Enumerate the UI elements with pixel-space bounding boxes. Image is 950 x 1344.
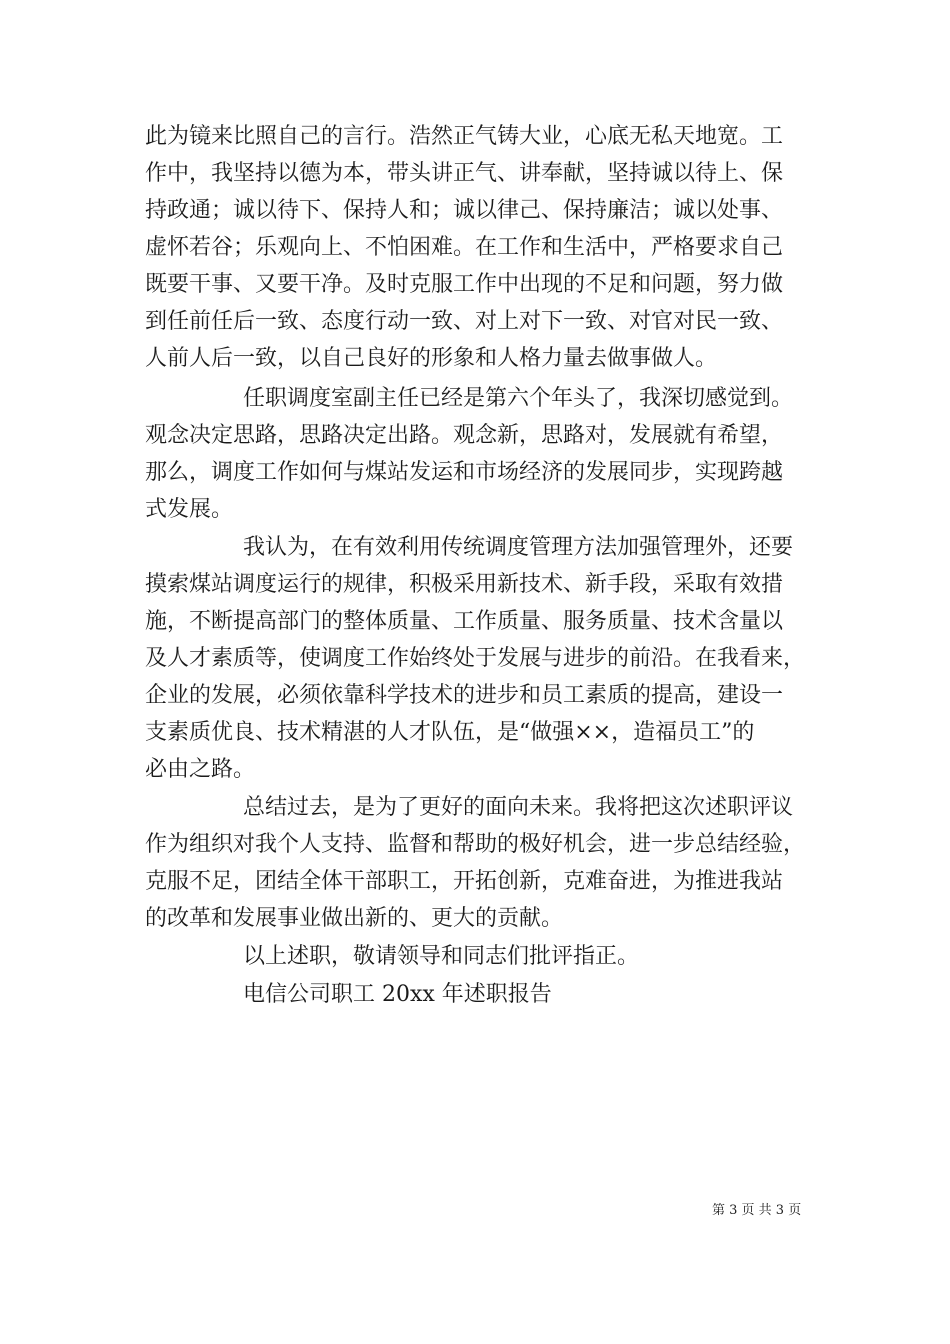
body-text-line: 观念决定思路，思路决定出路。观念新，思路对，发展就有希望， [145,423,784,448]
body-text-line: 虚怀若谷；乐观向上、不怕困难。在工作和生活中，严格要求自己 [145,235,784,260]
body-text-line: 持政通；诚以待下、保持人和；诚以律己、保持廉洁；诚以处事、 [145,198,784,223]
paragraph-first-line: 任职调度室副主任已经是第六个年头了，我深切感觉到。 [243,386,794,411]
body-text-line: 作为组织对我个人支持、监督和帮助的极好机会，进一步总结经验， [145,832,806,857]
body-text-line: 既要干事、又要干净。及时克服工作中出现的不足和问题，努力做 [145,272,784,297]
body-text-line: 到任前任后一致、态度行动一致、对上对下一致、对官对民一致、 [145,309,784,334]
body-text-line: 式发展。 [145,497,234,522]
body-text-line: 施，不断提高部门的整体质量、工作质量、服务质量、技术含量以 [145,609,784,634]
document-title-line: 电信公司职工 20xx 年述职报告 [243,982,552,1007]
body-text-line: 支素质优良、技术精湛的人才队伍，是“做强××，造福员工”的 [145,720,755,745]
body-text-line: 及人才素质等，使调度工作始终处于发展与进步的前沿。在我看来， [145,646,806,671]
body-text-line: 必由之路。 [145,757,256,782]
closing-line: 以上述职，敬请领导和同志们批评指正。 [243,944,640,969]
body-text-line: 的改革和发展事业做出新的、更大的贡献。 [145,906,564,931]
body-text-line: 此为镜来比照自己的言行。浩然正气铸大业，心底无私天地宽。工 [145,124,784,149]
body-text-line: 企业的发展，必须依靠科学技术的进步和员工素质的提高，建设一 [145,683,784,708]
body-text-line: 那么，调度工作如何与煤站发运和市场经济的发展同步，实现跨越 [145,460,784,485]
body-text-line: 摸索煤站调度运行的规律，积极采用新技术、新手段，采取有效措 [145,572,784,597]
body-text-line: 作中，我坚持以德为本，带头讲正气、讲奉献，坚持诚以待上、保 [145,161,784,186]
page-number: 第 3 页 共 3 页 [712,1203,802,1218]
paragraph-first-line: 总结过去，是为了更好的面向未来。我将把这次述职评议 [243,795,794,820]
paragraph-first-line: 我认为，在有效利用传统调度管理方法加强管理外，还要 [243,535,794,560]
body-text-line: 克服不足，团结全体干部职工，开拓创新，克难奋进，为推进我站 [145,869,784,894]
body-text-line: 人前人后一致，以自己良好的形象和人格力量去做事做人。 [145,346,718,371]
